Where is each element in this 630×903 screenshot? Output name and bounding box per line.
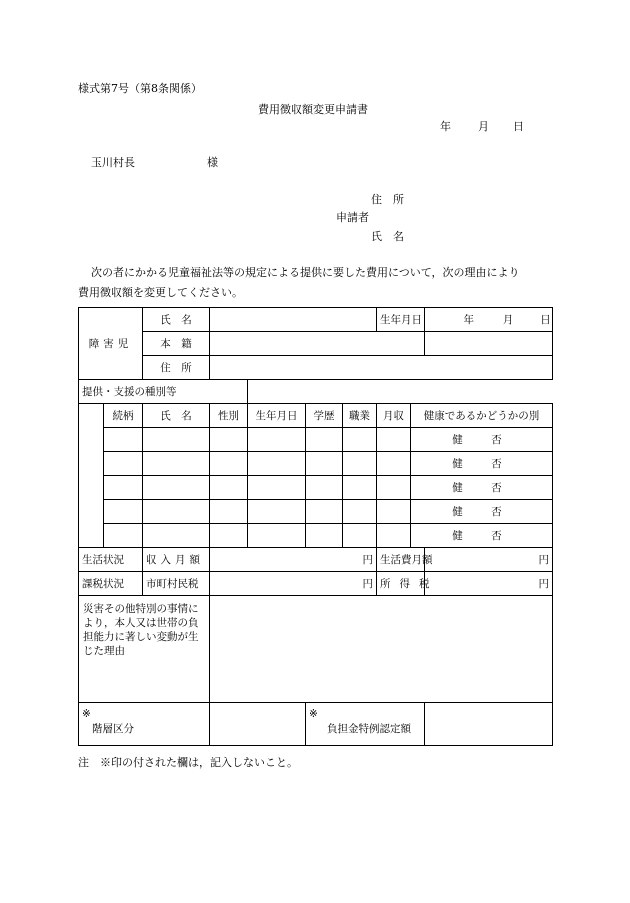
family-cell[interactable] [343,524,377,548]
child-domicile-extra[interactable] [425,332,553,356]
family-cell[interactable] [104,500,143,524]
office-cert-label-cell [306,703,425,746]
health-choice[interactable]: 健 否 [411,476,553,500]
family-header-relation: 続柄 [104,404,143,428]
child-domicile-label: 本 籍 [143,332,210,356]
intro-line-2: 費用徴収額を変更してください。 [78,286,243,299]
yen-unit: 円 [362,554,373,566]
income-tax-label: 所得税 [377,572,425,596]
yen-unit: 円 [538,578,549,590]
income-monthly-label: 収入月額 [143,548,210,572]
family-cell[interactable] [143,428,210,452]
family-header-health: 健康であるかどうかの別 [411,404,553,428]
family-cell[interactable] [306,500,343,524]
income-tax-field[interactable] [425,572,553,596]
applicant-address-label: 住 所 [371,193,404,206]
family-header-education: 学歴 [306,404,343,428]
family-cell[interactable] [210,524,248,548]
family-cell[interactable] [104,524,143,548]
family-cell[interactable] [306,452,343,476]
family-cell[interactable] [248,476,306,500]
table-row [79,452,553,476]
office-cert-field[interactable] [425,703,553,746]
reason-label: 災害その他特別の事情により，本人又は世帯の負担能力に著しい変動が生じた理由 [79,596,210,703]
family-cell[interactable] [210,452,248,476]
office-cert-label: 負担金特例認定額 [327,723,411,735]
service-type-label: 提供・支援の種別等 [79,380,248,404]
addressee-honorific: 様 [207,156,218,169]
intro-line-1: 次の者にかかる児童福祉法等の規定による提供に要した費用について，次の理由により [91,266,520,279]
municipal-tax-label: 市町村民税 [143,572,210,596]
applicant-name-label: 氏 名 [371,230,404,243]
family-cell[interactable] [343,500,377,524]
family-cell[interactable] [104,428,143,452]
family-indent [79,404,104,548]
municipal-tax-field[interactable] [210,572,377,596]
family-cell[interactable] [377,500,411,524]
family-cell[interactable] [210,428,248,452]
addressee-name: 玉川村長 [91,156,135,169]
tax-status-label: 課税状況 [79,572,143,596]
service-type-field[interactable] [248,380,553,404]
asterisk-mark: ※ [309,708,318,720]
family-cell[interactable] [248,452,306,476]
child-address-label: 住 所 [143,356,210,380]
family-cell[interactable] [377,524,411,548]
application-form-table [78,307,553,746]
family-cell[interactable] [143,524,210,548]
family-header-occupation: 職業 [343,404,377,428]
family-cell[interactable] [306,524,343,548]
document-title: 費用徴収額変更申請書 [258,103,368,116]
family-cell[interactable] [248,428,306,452]
family-cell[interactable] [143,500,210,524]
child-birth-label: 生年月日 [377,308,425,332]
table-row [79,476,553,500]
health-choice[interactable]: 健 否 [411,500,553,524]
form-number: 様式第7号（第8条関係） [78,82,202,95]
family-cell[interactable] [210,476,248,500]
family-cell[interactable] [377,428,411,452]
yen-unit: 円 [362,578,373,590]
living-expense-field[interactable] [425,548,553,572]
child-birth-field[interactable] [425,308,553,332]
table-row [79,500,553,524]
child-birth-day: 日 [540,314,551,326]
family-cell[interactable] [143,476,210,500]
family-cell[interactable] [306,428,343,452]
family-cell[interactable] [343,476,377,500]
child-name-label: 氏 名 [143,308,210,332]
date-day-label: 日 [513,120,524,133]
health-choice[interactable]: 健 否 [411,452,553,476]
health-choice[interactable]: 健 否 [411,524,553,548]
date-month-label: 月 [478,120,489,133]
child-birth-month: 月 [502,314,514,326]
table-row [79,524,553,548]
table-row [79,428,553,452]
health-choice[interactable]: 健 否 [411,428,553,452]
asterisk-mark: ※ [82,708,91,720]
date-year-label: 年 [440,120,451,133]
family-header-income: 月収 [377,404,411,428]
footnote: 注 ※印の付された欄は，記入しないこと。 [78,756,298,769]
family-cell[interactable] [248,500,306,524]
family-cell[interactable] [343,428,377,452]
family-header-name: 氏 名 [143,404,210,428]
child-group-label: 障害児 [79,308,143,380]
family-header-sex: 性別 [210,404,248,428]
family-cell[interactable] [143,452,210,476]
family-header-birth: 生年月日 [248,404,306,428]
family-cell[interactable] [210,500,248,524]
family-cell[interactable] [377,476,411,500]
applicant-label: 申請者 [336,211,369,224]
child-birth-year: 年 [463,314,474,326]
living-status-label: 生活状況 [79,548,143,572]
family-cell[interactable] [104,452,143,476]
family-cell[interactable] [104,476,143,500]
living-expense-label: 生活費月額 [377,548,425,572]
child-name-field[interactable] [210,308,377,332]
child-domicile-field[interactable] [210,332,425,356]
family-cell[interactable] [248,524,306,548]
reason-field[interactable] [210,596,553,703]
income-monthly-field[interactable] [210,548,377,572]
office-class-field[interactable] [210,703,306,746]
family-cell[interactable] [306,476,343,500]
family-cell[interactable] [343,452,377,476]
child-address-field[interactable] [210,356,553,380]
family-cell[interactable] [377,452,411,476]
office-class-label-cell [79,703,210,746]
office-class-label: 階層区分 [92,723,134,735]
yen-unit: 円 [538,554,549,566]
